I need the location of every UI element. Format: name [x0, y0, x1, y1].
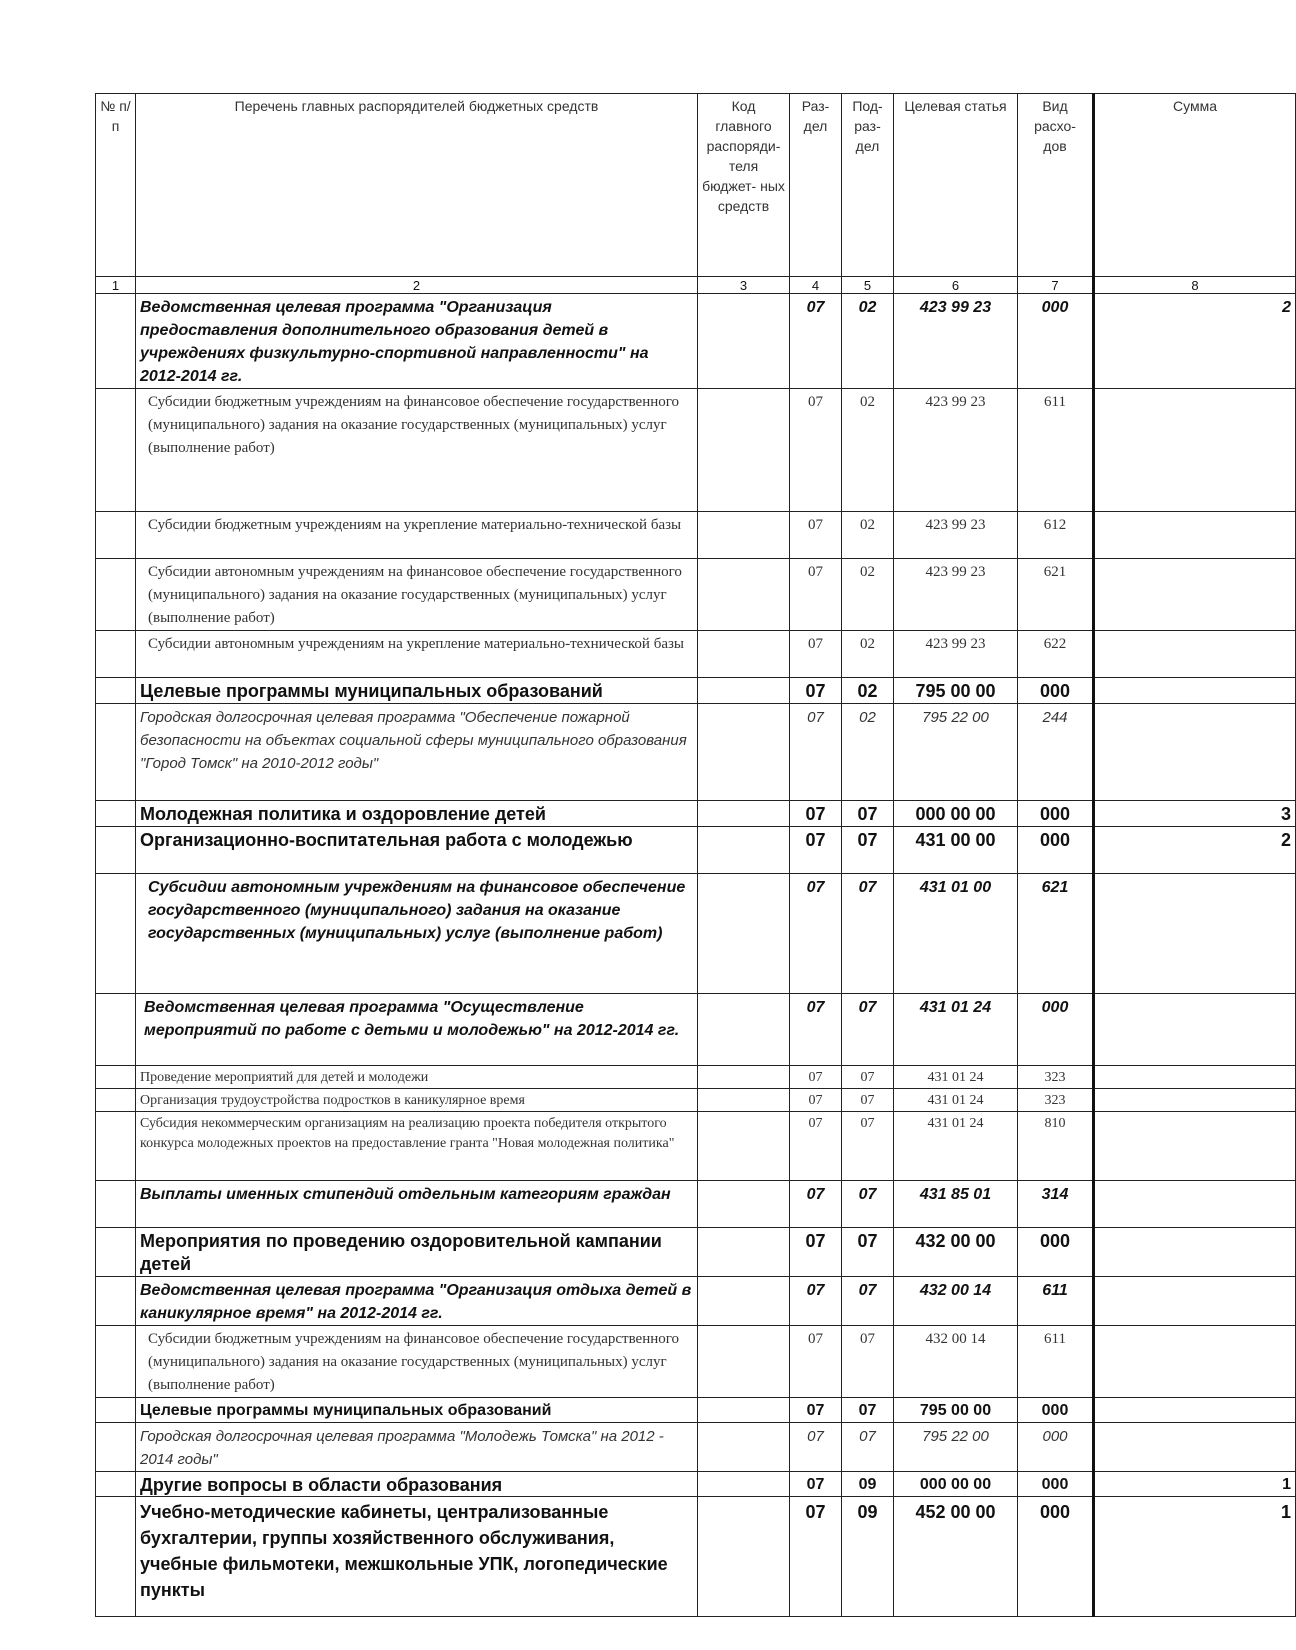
row-summa: 1: [1094, 1472, 1296, 1497]
col-num-2: 2: [136, 277, 698, 294]
row-razdel: 07: [790, 994, 842, 1066]
row-summa: [1094, 994, 1296, 1066]
row-razdel: 07: [790, 1089, 842, 1112]
row-podrazdel: 02: [842, 631, 894, 678]
row-statya: 423 99 23: [894, 559, 1018, 631]
table-row: [96, 801, 1296, 827]
row-vid: 323: [1018, 1089, 1094, 1112]
row-razdel: 07: [790, 1423, 842, 1472]
budget-table: [95, 93, 1296, 1617]
row-vid: 000: [1018, 1228, 1094, 1277]
row-statya: 795 00 00: [894, 1398, 1018, 1423]
row-summa: [1094, 874, 1296, 994]
row-vid: 314: [1018, 1181, 1094, 1228]
row-podrazdel: 07: [842, 1112, 894, 1181]
row-statya: 423 99 23: [894, 512, 1018, 559]
row-vid: 611: [1018, 1326, 1094, 1398]
col-num-3: 3: [698, 277, 790, 294]
row-name: Субсидии автономным учреждениям на финансовое обеспечение государственного (муниципального) задания на оказание государственных (муниципальных) услуг (выполнение работ): [136, 559, 698, 631]
row-razdel: 07: [790, 1277, 842, 1326]
table-row: [96, 994, 1296, 1066]
row-vid: 810: [1018, 1112, 1094, 1181]
table-row: [96, 1398, 1296, 1423]
row-name: Целевые программы муниципальных образований: [136, 1398, 698, 1423]
table-row: [96, 512, 1296, 559]
column-number-row: [96, 277, 1296, 294]
table-row: [96, 1066, 1296, 1089]
row-podrazdel: 07: [842, 1423, 894, 1472]
row-vid: 612: [1018, 512, 1094, 559]
row-statya: 432 00 00: [894, 1228, 1018, 1277]
row-summa: [1094, 631, 1296, 678]
row-summa: [1094, 1326, 1296, 1398]
row-razdel: 07: [790, 1472, 842, 1497]
row-statya: 431 01 24: [894, 1112, 1018, 1181]
row-razdel: 07: [790, 1228, 842, 1277]
row-name: Городская долгосрочная целевая программа "Обеспечение пожарной безопасности на объектах социальной сферы муниципального образования "Город Томск" на 2010-2012 годы": [136, 704, 698, 801]
row-summa: [1094, 1112, 1296, 1181]
table-row: [96, 874, 1296, 994]
header-name: Перечень главных распорядителей бюджетных средств: [136, 94, 698, 277]
col-num-5: 5: [842, 277, 894, 294]
row-name: Субсидии бюджетным учреждениям на укрепление материально-технической базы: [136, 512, 698, 559]
row-razdel: 07: [790, 1181, 842, 1228]
col-num-1: 1: [96, 277, 136, 294]
row-podrazdel: 07: [842, 994, 894, 1066]
table-row: [96, 559, 1296, 631]
row-podrazdel: 07: [842, 1089, 894, 1112]
row-name: Учебно-методические кабинеты, централизованные бухгалтерии, группы хозяйственного обслуживания, учебные фильмотеки, межшкольные УПК, логопедические пункты: [136, 1497, 698, 1617]
table-row: [96, 389, 1296, 512]
row-statya: 431 01 00: [894, 874, 1018, 994]
row-summa: [1094, 512, 1296, 559]
row-name: Мероприятия по проведению оздоровительной кампании детей: [136, 1228, 698, 1277]
row-statya: 795 00 00: [894, 678, 1018, 704]
row-podrazdel: 09: [842, 1497, 894, 1617]
row-razdel: 07: [790, 801, 842, 827]
row-name: Субсидия некоммерческим организациям на реализацию проекта победителя открытого конкурса молодежных проектов на предоставление гранта "Новая молодежная политика": [136, 1112, 698, 1181]
row-statya: 795 22 00: [894, 1423, 1018, 1472]
row-podrazdel: 07: [842, 1181, 894, 1228]
row-summa: [1094, 678, 1296, 704]
header-vid: Вид расхо- дов: [1018, 94, 1094, 277]
row-name: Проведение мероприятий для детей и молодежи: [136, 1066, 698, 1089]
row-name: Субсидии бюджетным учреждениям на финансовое обеспечение государственного (муниципального) задания на оказание государственных (муниципальных) услуг (выполнение работ): [136, 1326, 698, 1398]
row-statya: 431 01 24: [894, 1089, 1018, 1112]
row-name: Субсидии автономным учреждениям на укрепление материально-технической базы: [136, 631, 698, 678]
row-vid: 000: [1018, 1398, 1094, 1423]
table-row: [96, 631, 1296, 678]
row-vid: 611: [1018, 1277, 1094, 1326]
row-name: Выплаты именных стипендий отдельным категориям граждан: [136, 1181, 698, 1228]
row-razdel: 07: [790, 389, 842, 512]
row-podrazdel: 02: [842, 678, 894, 704]
header-summa: Сумма: [1094, 94, 1296, 277]
row-vid: 000: [1018, 1472, 1094, 1497]
row-vid: 000: [1018, 1423, 1094, 1472]
row-vid: 000: [1018, 827, 1094, 874]
row-summa: [1094, 1066, 1296, 1089]
row-razdel: 07: [790, 294, 842, 389]
row-vid: 244: [1018, 704, 1094, 801]
table-row: [96, 704, 1296, 801]
row-summa: [1094, 1398, 1296, 1423]
row-razdel: 07: [790, 1112, 842, 1181]
row-vid: 611: [1018, 389, 1094, 512]
header-razdel: Раз- дел: [790, 94, 842, 277]
row-statya: 432 00 14: [894, 1326, 1018, 1398]
row-razdel: 07: [790, 1066, 842, 1089]
row-summa: [1094, 1423, 1296, 1472]
row-razdel: 07: [790, 512, 842, 559]
row-vid: 000: [1018, 678, 1094, 704]
row-razdel: 07: [790, 827, 842, 874]
table-row: [96, 1472, 1296, 1497]
row-statya: 795 22 00: [894, 704, 1018, 801]
row-summa: [1094, 704, 1296, 801]
row-summa: 2: [1094, 827, 1296, 874]
row-podrazdel: 07: [842, 1398, 894, 1423]
row-vid: 000: [1018, 294, 1094, 389]
row-statya: 452 00 00: [894, 1497, 1018, 1617]
row-podrazdel: 07: [842, 801, 894, 827]
table-row: [96, 1326, 1296, 1398]
header-code: Код главного распоряди- теля бюджет- ных средств: [698, 94, 790, 277]
row-razdel: 07: [790, 559, 842, 631]
col-num-8: 8: [1094, 277, 1296, 294]
row-summa: [1094, 1181, 1296, 1228]
row-razdel: 07: [790, 678, 842, 704]
table-row: [96, 1089, 1296, 1112]
row-podrazdel: 02: [842, 512, 894, 559]
row-razdel: 07: [790, 1326, 842, 1398]
col-num-4: 4: [790, 277, 842, 294]
row-name: Ведомственная целевая программа "Организация отдыха детей в каникулярное время" на 2012-2014 гг.: [136, 1277, 698, 1326]
row-summa: [1094, 1277, 1296, 1326]
row-vid: 000: [1018, 801, 1094, 827]
row-razdel: 07: [790, 631, 842, 678]
table-row: [96, 1277, 1296, 1326]
table-row: [96, 294, 1296, 389]
row-name: Субсидии автономным учреждениям на финансовое обеспечение государственного (муниципального) задания на оказание государственных (муниципальных) услуг (выполнение работ): [136, 874, 698, 994]
table-row: [96, 1228, 1296, 1277]
row-summa: 3: [1094, 801, 1296, 827]
row-name: Субсидии бюджетным учреждениям на финансовое обеспечение государственного (муниципального) задания на оказание государственных (муниципальных) услуг (выполнение работ): [136, 389, 698, 512]
table-row: [96, 1181, 1296, 1228]
row-summa: [1094, 559, 1296, 631]
table-row: [96, 1112, 1296, 1181]
row-podrazdel: 02: [842, 389, 894, 512]
row-statya: 423 99 23: [894, 294, 1018, 389]
row-name: Организационно-воспитательная работа с молодежью: [136, 827, 698, 874]
row-statya: 000 00 00: [894, 1472, 1018, 1497]
row-vid: 622: [1018, 631, 1094, 678]
row-name: Городская долгосрочная целевая программа "Молодежь Томска" на 2012 - 2014 годы": [136, 1423, 698, 1472]
row-statya: 000 00 00: [894, 801, 1018, 827]
row-name: Ведомственная целевая программа "Осуществление мероприятий по работе с детьми и молодежью" на 2012-2014 гг.: [136, 994, 698, 1066]
row-vid: 323: [1018, 1066, 1094, 1089]
row-vid: 621: [1018, 559, 1094, 631]
row-summa: 2: [1094, 294, 1296, 389]
row-summa: [1094, 1089, 1296, 1112]
row-podrazdel: 07: [842, 1228, 894, 1277]
row-podrazdel: 02: [842, 559, 894, 631]
row-summa: [1094, 1228, 1296, 1277]
row-name: Молодежная политика и оздоровление детей: [136, 801, 698, 827]
row-podrazdel: 02: [842, 294, 894, 389]
header-statya: Целевая статья: [894, 94, 1018, 277]
row-statya: 431 00 00: [894, 827, 1018, 874]
row-podrazdel: 07: [842, 827, 894, 874]
header-row: [96, 94, 1296, 277]
header-number: № п/п: [96, 94, 136, 277]
row-statya: 423 99 23: [894, 389, 1018, 512]
table-row: [96, 1423, 1296, 1472]
row-name: Организация трудоустройства подростков в каникулярное время: [136, 1089, 698, 1112]
row-statya: 431 01 24: [894, 1066, 1018, 1089]
row-statya: 431 85 01: [894, 1181, 1018, 1228]
col-num-6: 6: [894, 277, 1018, 294]
row-podrazdel: 09: [842, 1472, 894, 1497]
row-vid: 000: [1018, 1497, 1094, 1617]
row-razdel: 07: [790, 1497, 842, 1617]
row-name: Другие вопросы в области образования: [136, 1472, 698, 1497]
header-podrazdel: Под- раз- дел: [842, 94, 894, 277]
row-podrazdel: 07: [842, 1066, 894, 1089]
row-statya: 432 00 14: [894, 1277, 1018, 1326]
col-num-7: 7: [1018, 277, 1094, 294]
row-summa: 1: [1094, 1497, 1296, 1617]
row-podrazdel: 07: [842, 1277, 894, 1326]
table-row: [96, 827, 1296, 874]
row-razdel: 07: [790, 874, 842, 994]
row-name: Ведомственная целевая программа "Организация предоставления дополнительного образования детей в учреждениях физкультурно-спортивной направленности" на 2012-2014 гг.: [136, 294, 698, 389]
row-vid: 000: [1018, 994, 1094, 1066]
row-summa: [1094, 389, 1296, 512]
row-name: Целевые программы муниципальных образований: [136, 678, 698, 704]
row-vid: 621: [1018, 874, 1094, 994]
table-row: [96, 678, 1296, 704]
row-podrazdel: 07: [842, 874, 894, 994]
row-statya: 423 99 23: [894, 631, 1018, 678]
row-podrazdel: 07: [842, 1326, 894, 1398]
row-statya: 431 01 24: [894, 994, 1018, 1066]
row-razdel: 07: [790, 704, 842, 801]
row-podrazdel: 02: [842, 704, 894, 801]
row-razdel: 07: [790, 1398, 842, 1423]
table-row: [96, 1497, 1296, 1617]
